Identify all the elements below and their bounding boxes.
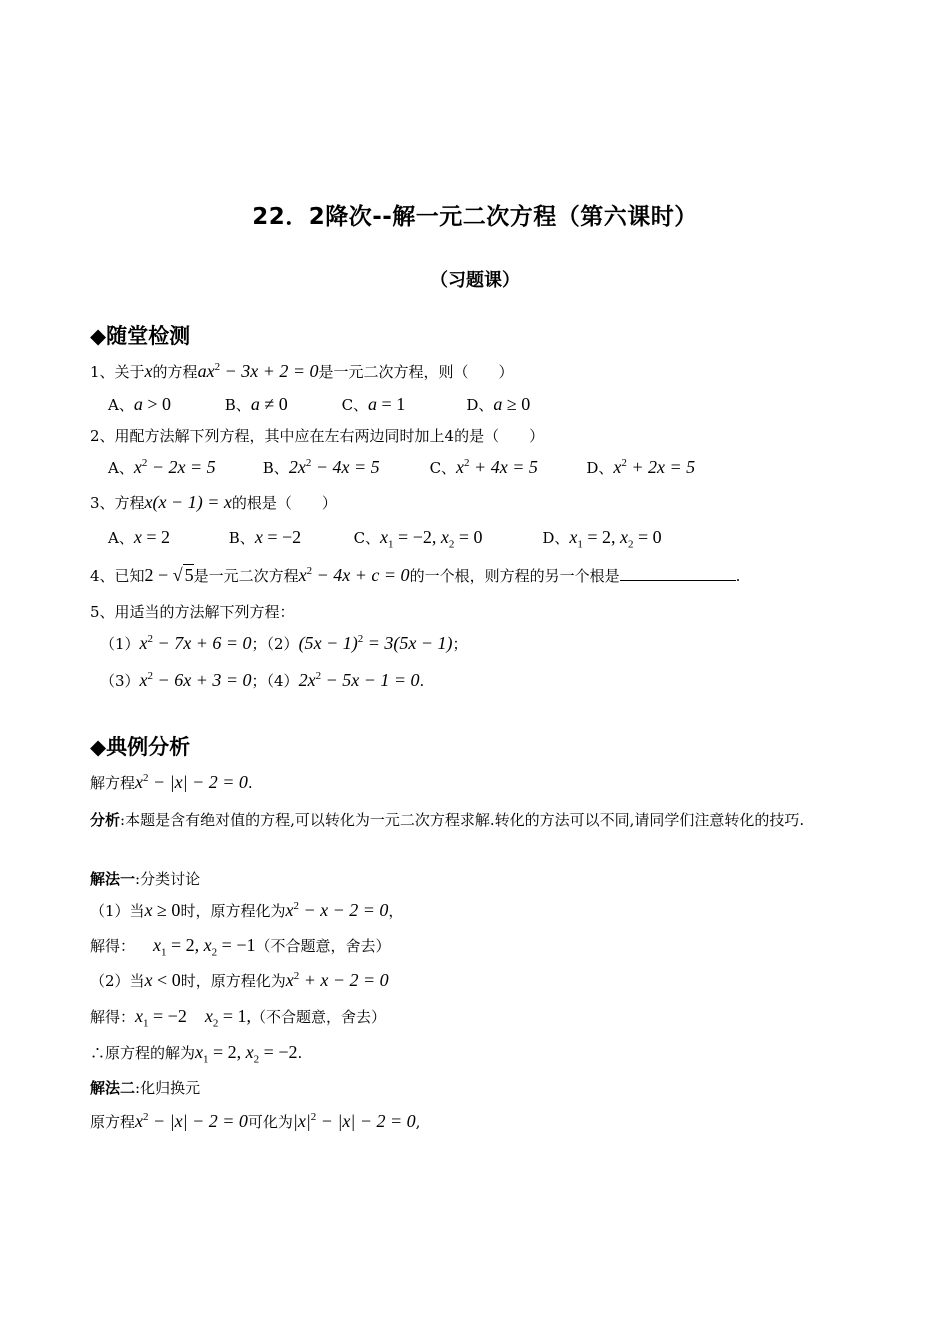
question-3-option-b: B、x = −2: [228, 527, 302, 547]
answer-blank[interactable]: [620, 566, 736, 581]
question-3-option-a: A、x = 2: [108, 527, 170, 547]
method-1-conclusion: ∴原方程的解为$x_1 = 2$, $x_2 = -2$.: [90, 1042, 303, 1066]
question-5: 5、用适当的方法解下列方程：: [90, 603, 295, 621]
page-title: 22．2降次--解一元二次方程（第六课时）: [252, 204, 698, 230]
question-3-equation: x(x − 1) = x: [144, 492, 232, 512]
question-2-options: [108, 457, 695, 478]
question-1-option-d: D、a ≥ 0: [466, 394, 531, 414]
question-2-option-c: C、$x^2 + 4x = 5$: [429, 457, 538, 477]
example-problem: 解方程$x^2 - |x| - 2 = 0$.: [90, 772, 253, 792]
question-1-options: [108, 394, 530, 415]
question-2: 2、用配方法解下列方程，其中应在左右两边同时加上4的是（ ）: [90, 427, 545, 445]
method-2-line: 原方程$x^2 - |x| - 2 = 0$可化为$|x|^2 - |x| - 2 = 0$,: [90, 1111, 421, 1131]
question-5-row-1: $(1)x^2 - 7x + 6 = 0$；$(2)(5x - 1)^2 = 3(5x - 1)$；: [100, 633, 468, 653]
question-1-suffix: 是一元二次方程，则（ ）: [318, 363, 514, 381]
question-3: 3、方程x(x − 1) = x的根是（ ）: [90, 492, 337, 512]
analysis-paragraph: 分析:本题是含有绝对值的方程,可以转化为一元二次方程求解.转化的方法可以不同,请同学们注意转化的技巧.: [90, 811, 805, 829]
section-heading-example-analysis: ◆典例分析: [90, 735, 191, 759]
question-1-mid: 的方程: [152, 363, 198, 381]
method-1-solution-2: 解得：$x_1 = -2$ $x_2 = 1$,（不合题意，舍去）: [90, 1006, 386, 1030]
question-3-option-d: D、$x_1 = 2$, $x_2 = 0$: [542, 527, 662, 551]
analysis-label: 分析: [90, 811, 121, 829]
question-1-option-b: B、a ≠ 0: [224, 394, 288, 414]
method-1-case-1: （1）当x ≥ 0时，原方程化为$x^2 - x - 2 = 0$，: [90, 900, 404, 920]
question-1-option-c: C、a = 1: [341, 394, 406, 414]
question-3-option-c: C、$x_1 = -2$, $x_2 = 0$: [353, 527, 483, 551]
question-2-option-a: A、$x^2 - 2x = 5$: [108, 457, 216, 477]
question-1-var: x: [144, 361, 153, 381]
question-3-options: [108, 527, 662, 551]
method-1-case-2: （2）当x < 0时，原方程化为$x^2 + x - 2 = 0$: [90, 970, 389, 990]
question-2-option-d: D、$x^2 + 2x = 5$: [586, 457, 696, 477]
question-4: 4、已知2 − √ 5是一元二次方程$x^2 - 4x + c = 0$的一个根，则方程的另一个根是 .: [90, 565, 741, 585]
method-1-solution-1: 解得： $x_1 = 2$, $x_2 = -1$（不合题意，舍去）: [90, 935, 391, 959]
question-1-equation: $ax^2 - 3x + 2 = 0$: [197, 361, 319, 381]
method-2-heading: 解法二:化归换元: [90, 1079, 201, 1097]
question-1: [90, 361, 514, 382]
page-subtitle: （习题课）: [430, 270, 520, 291]
section-heading-classroom-test: ◆随堂检测: [90, 324, 191, 348]
question-2-option-b: B、$2x^2 - 4x = 5$: [262, 457, 380, 477]
question-5-row-2: $(3)x^2 - 6x + 3 = 0$；$(4)2x^2 - 5x - 1 = 0$.: [100, 670, 425, 690]
question-1-prefix: 1、关于: [90, 363, 145, 381]
method-1-heading: 解法一:分类讨论: [90, 870, 201, 888]
question-1-option-a: A、a > 0: [108, 394, 171, 414]
